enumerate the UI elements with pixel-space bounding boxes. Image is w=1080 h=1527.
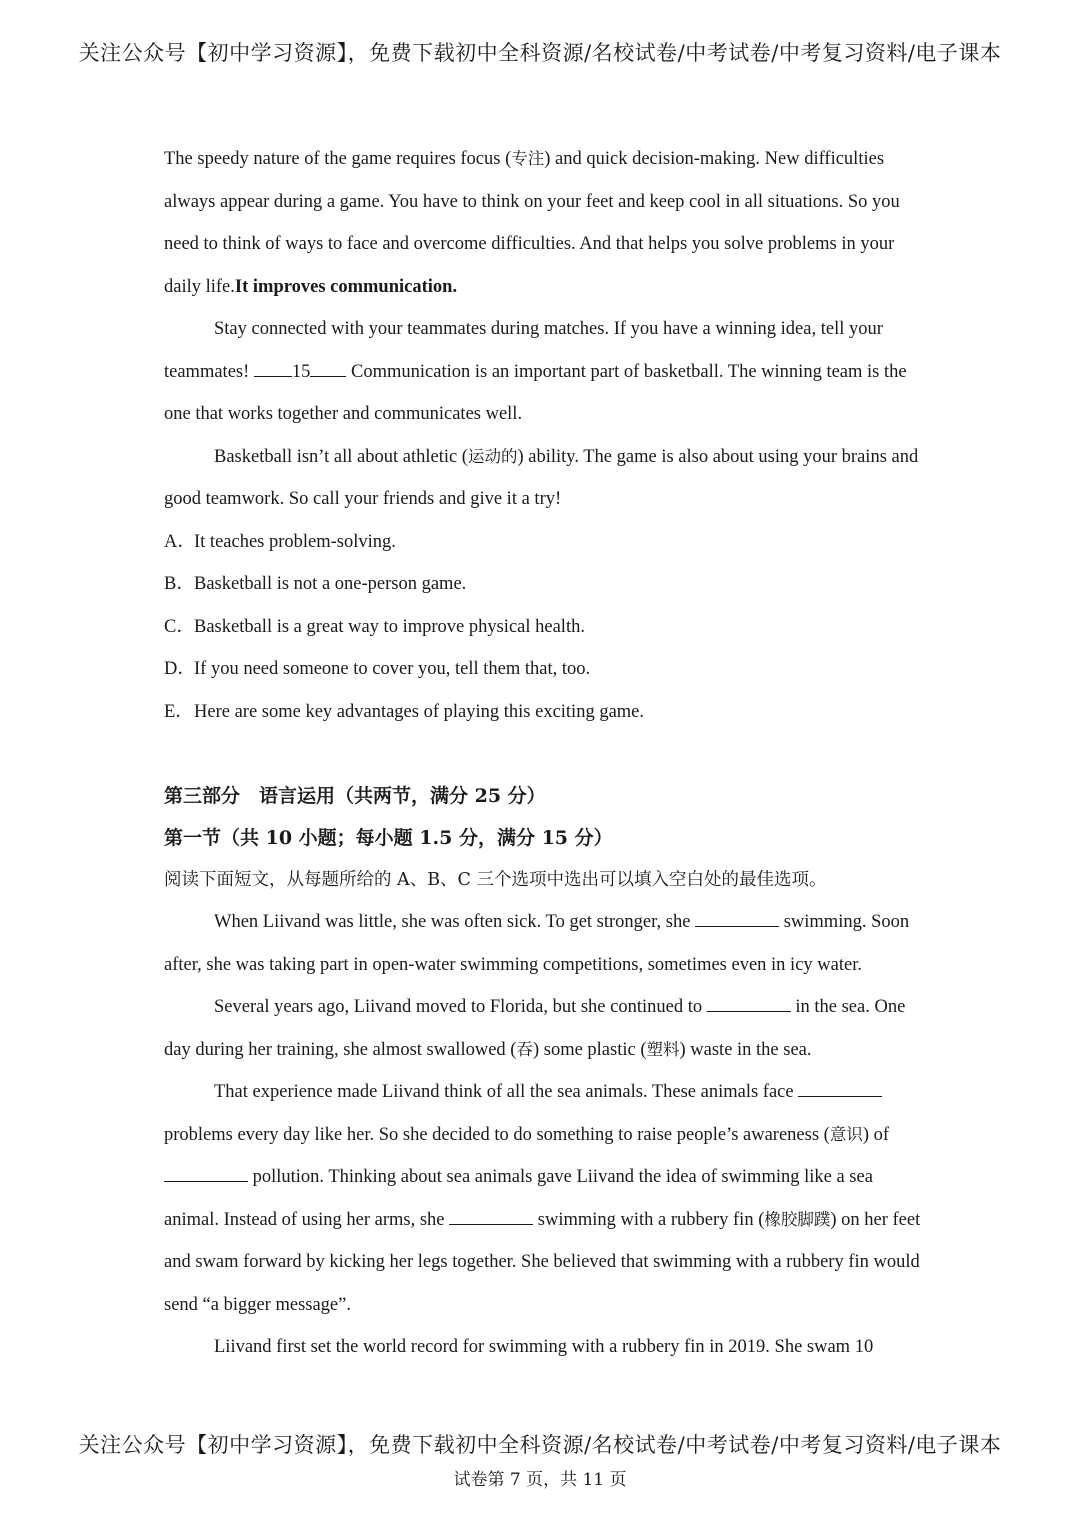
option-letter: E． xyxy=(164,701,194,722)
text-run: pollution. Thinking about sea animals gave Liivand the idea of swimming like a sea animal. Instead of using her arms, she xyxy=(164,1167,873,1230)
blank-line xyxy=(707,993,791,1012)
text-run: Communication is an important part of basketball. The winning team is the one that works together and communicates well. xyxy=(164,361,907,424)
bold-heading: It improves communication. xyxy=(234,276,458,297)
cloze-paragraph-2 xyxy=(164,986,924,1071)
option-letter: B． xyxy=(164,574,195,594)
text-run: ) and quick decision-making. New difficulties always appear during a game. You have to think on your feet and keep cool in all situations. So you need to think of ways to face and overcome difficulties. And that helps you solve problems in your daily life. xyxy=(164,149,900,297)
option-text: Basketball is not a one-person game. xyxy=(194,574,467,594)
text-run: ) ability. The game is also about using your brains and good teamwork. So call your friends and give it a try! xyxy=(164,446,919,509)
option-item xyxy=(164,521,924,564)
passage-paragraph-2 xyxy=(164,308,924,436)
gloss: 塑料 xyxy=(646,1039,680,1059)
text-run: swimming. Soon after, she was taking part in open-water swimming competitions, sometimes even in icy water. xyxy=(164,912,910,975)
text-run: in the sea. One day during her training, she almost swallowed ( xyxy=(164,997,906,1060)
text-run: Several years ago, Liivand moved to Florida, but she continued to xyxy=(214,997,707,1017)
blank-line xyxy=(449,1206,533,1225)
option-letter: C． xyxy=(164,616,195,637)
gloss: 吞 xyxy=(516,1039,533,1059)
option-item xyxy=(164,606,924,649)
options-list xyxy=(164,521,924,734)
section-instruction: 阅读下面短文，从每题所给的 A、B、C 三个选项中选出可以填入空白处的最佳选项。 xyxy=(164,870,827,890)
text-run: Stay connected with your teammates during matches. If you have a winning idea, tell your teammates! xyxy=(164,319,883,382)
blank-line xyxy=(310,358,346,377)
text-run: swimming with a rubbery fin ( xyxy=(533,1209,765,1230)
option-text: If you need someone to cover you, tell them that, too. xyxy=(194,659,591,679)
option-item xyxy=(164,563,924,606)
gloss: 意识 xyxy=(829,1124,863,1144)
option-letter: A． xyxy=(164,531,196,552)
header-banner: 关注公众号【初中学习资源】，免费下载初中全科资源/名校试卷/中考试卷/中考复习资料/电子课本 xyxy=(78,41,1002,65)
text-run: ) of xyxy=(862,1124,890,1145)
section-title: 第三部分 语言运用（共两节，满分 25 分） xyxy=(164,785,546,807)
passage-paragraph-3 xyxy=(164,436,924,521)
page-content xyxy=(164,138,924,1369)
blank-line xyxy=(798,1078,882,1097)
page-number: 试卷第 7 页，共 11 页 xyxy=(453,1470,627,1490)
option-item xyxy=(164,691,924,734)
text-run: That experience made Liivand think of all the sea animals. These animals face xyxy=(214,1082,799,1102)
question-number: 15 xyxy=(291,361,311,382)
option-text: It teaches problem-solving. xyxy=(194,531,396,552)
option-text: Here are some key advantages of playing this exciting game. xyxy=(194,701,645,722)
blank-line xyxy=(254,358,292,377)
text-run: problems every day like her. So she decided to do something to raise people’s awareness ( xyxy=(164,1124,830,1145)
passage-paragraph-1 xyxy=(164,138,924,308)
footer-banner: 关注公众号【初中学习资源】，免费下载初中全科资源/名校试卷/中考试卷/中考复习资料/电子课本 xyxy=(78,1433,1002,1457)
cloze-paragraph-4: Liivand first set the world record for swimming with a rubbery fin in 2019. She swam 10 xyxy=(214,1337,874,1357)
text-run: ) some plastic ( xyxy=(532,1039,647,1060)
text-run: When Liivand was little, she was often sick. To get stronger, she xyxy=(214,912,696,932)
option-letter: D． xyxy=(164,659,196,679)
gloss: 橡胶脚蹼 xyxy=(764,1209,831,1229)
blank-line xyxy=(164,1163,248,1182)
cloze-paragraph-3 xyxy=(164,1071,924,1326)
gloss: 专注 xyxy=(511,149,545,168)
gloss: 运动的 xyxy=(467,446,518,466)
option-text: Basketball is a great way to improve physical health. xyxy=(194,616,585,637)
option-item xyxy=(164,648,924,691)
text-run: ) on her feet and swam forward by kicking her legs together. She believed that swimming with a rubbery fin would send “a bigger message”. xyxy=(164,1209,921,1315)
text-run: Basketball isn’t all about athletic ( xyxy=(214,446,468,467)
blank-line xyxy=(695,908,779,927)
cloze-paragraph-1 xyxy=(164,901,924,986)
text-run: The speedy nature of the game requires focus ( xyxy=(164,149,512,169)
text-run: ) waste in the sea. xyxy=(679,1039,812,1060)
section-subtitle: 第一节（共 10 小题；每小题 1.5 分，满分 15 分） xyxy=(164,827,613,849)
